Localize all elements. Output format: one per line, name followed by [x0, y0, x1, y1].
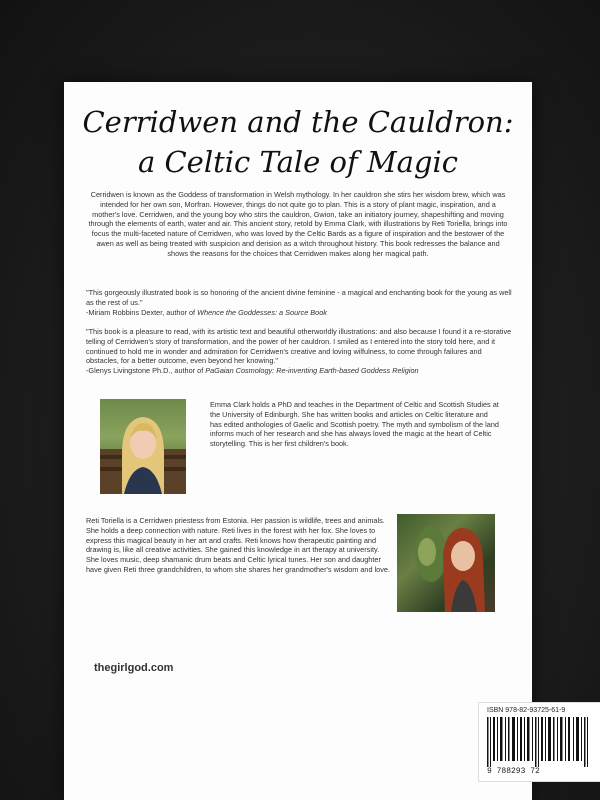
title-line-2: a Celtic Tale of Magic — [137, 145, 459, 179]
quote-attribution: -Glenys Livingstone Ph.D., author of PaGaian Cosmology: Re-inventing Earth-based Goddess Religion — [86, 366, 419, 376]
quote-text: "This book is a pleasure to read, with its artistic text and beautiful otherworldly illustrations: and also because I found it a re-storative telling of Cerridwen's story of transformation, and the power of her cauldron. I smiled as I entered into the story told here, and it continued to hold me in wonder and admiration for Cerridwen's creative and loving wilfulness, to come through failures and obstacles, for a better outcome, even beyond her knowing." — [86, 327, 512, 366]
barcode-bars — [487, 717, 597, 767]
illustrator-bio: Reti Toriella is a Cerridwen priestess from Estonia. Her passion is wildlife, trees and animals. She holds a deep connection with nature. Reti lives in the forest with her fox. She loves to express this magical beauty in her art and crafts. Reti knows how therapeutic painting and drawing is, like all creative activities. She gained this knowledge in art therapy at university. She loves music, deep shamanic drum beats and Celtic lyrical tunes. Her son and daughter have given Reti three grandchildren, to whom she shares her grandmother's wisdom and love. — [86, 516, 390, 574]
isbn-number: ISBN 978-82-93725-61-9 — [487, 707, 566, 714]
author-bio: Emma Clark holds a PhD and teaches in the Department of Celtic and Scottish Studies at the University of Edinburgh. She has written books and articles on Celtic literature and has edited anthologies of Gaelic and Scottish poetry. The myth and symbolism of the land informs much of her research and she has always loved the magic at the heart of Celtic storytelling. This is her first children's book. — [210, 400, 499, 449]
isbn-barcode — [478, 702, 600, 782]
book-title — [64, 102, 532, 182]
author-photo — [100, 399, 186, 494]
book-back-cover — [64, 82, 566, 800]
quote-source-title: PaGaian Cosmology: Re-inventing Earth-based Goddess Religion — [205, 366, 419, 376]
barcode-digits: 9 788293 72 — [487, 767, 540, 776]
quote-attribution: -Miriam Robbins Dexter, author of Whence the Goddesses: a Source Book — [86, 307, 327, 317]
title-line-1: Cerridwen and the Cauldron: — [82, 105, 514, 139]
quote-text: "This gorgeously illustrated book is so honoring of the ancient divine feminine - a magical and enchanting book for the young as well as the rest of us." — [86, 288, 512, 307]
website-url: thegirlgod.com — [94, 662, 174, 674]
review-quote-1 — [86, 288, 516, 317]
synopsis: Cerridwen is known as the Goddess of transformation in Welsh mythology. In her cauldron she stirs her wisdom brew, which was intended for her own son, Morfran. However, things do not quite go to plan. This is a story of plant magic, inspiration, and a mother's love. Cerridwen, and the young boy who stirs the cauldron, Gwion, take an initiatory journey, shapeshifting and moving through the elements of earth, water and air. This ancient story, retold by Emma Clark, with illustrations by Reti Toriella, brings into focus the multi-faceted nature of Cerridwen, who was loved by the Celtic Bards as a figure of inspiration and the bestower of the awen as well as being treated with suspicion and derision as a witch throughout history. This book redresses the balance and shows the reasons for the choices that Cerridwen makes along her magical path. — [88, 190, 508, 258]
illustrator-photo — [397, 514, 495, 612]
review-quote-2 — [86, 327, 516, 376]
quote-source-title: Whence the Goddesses: a Source Book — [197, 307, 327, 317]
